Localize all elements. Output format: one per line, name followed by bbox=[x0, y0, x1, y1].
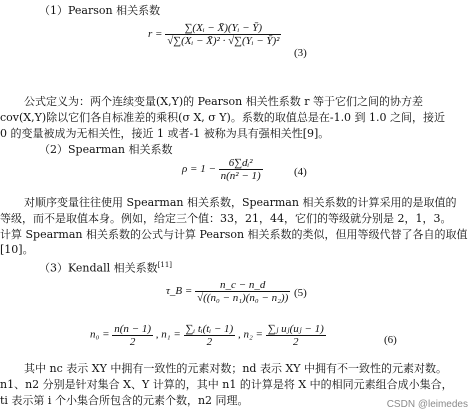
equation-5-label: (5) bbox=[294, 287, 307, 299]
eq3-numerator: ∑(Xᵢ − X̄)(Yᵢ − Ȳ) bbox=[165, 22, 281, 35]
eq4-numerator: 6∑dᵢ² bbox=[219, 157, 263, 170]
equation-6 bbox=[90, 322, 326, 348]
eq3-denominator: √∑(Xᵢ − X̄)² · √∑(Yᵢ − Ȳ)² bbox=[167, 35, 280, 47]
kendall-reference: [11] bbox=[157, 261, 173, 269]
section-heading-kendall-text: （3）Kendall 相关系数 bbox=[39, 261, 158, 275]
eq5-lhs: τ_B = bbox=[166, 285, 193, 298]
section-heading-pearson: （1）Pearson 相关系数 bbox=[39, 4, 161, 17]
eq4-lhs: ρ = 1 − bbox=[182, 163, 216, 176]
section-heading-kendall bbox=[39, 259, 172, 275]
eq6-c-denominator: 2 bbox=[292, 336, 299, 348]
equation-4 bbox=[182, 157, 263, 182]
equation-5 bbox=[166, 279, 290, 304]
paragraph-1-line-2: cov(X,Y)除以它们各自标准差的乘积(σ X, σ Y)。系数的取值总是在-1.0 到 1.0 之间，接近 bbox=[0, 111, 446, 124]
eq6-a-lhs: n₀ = bbox=[90, 328, 110, 341]
paragraph-3-line-2: n1、n2 分别是针对集合 X、Y 计算的，其中 n1 的计算是将 X 中的相同元素组合成小集合， bbox=[0, 378, 453, 391]
eq6-b-fraction bbox=[184, 323, 236, 348]
eq6-c-fraction bbox=[266, 322, 326, 348]
paragraph-3-line-3: ti 表示第 i 个小集合所包含的元素个数，n2 同理。 bbox=[0, 394, 249, 407]
paragraph-2-line-3: 计算 Spearman 相关系数的公式与计算 Pearson 相关系数的类似，但用等级代替了各自的取值 bbox=[0, 228, 468, 241]
eq3-fraction bbox=[165, 22, 281, 47]
eq6-a-numerator: n(n − 1) bbox=[114, 322, 151, 335]
paragraph-1-line-1: 公式定义为：两个连续变量(X,Y)的 Pearson 相关性系数 r 等于它们之间的协方差 bbox=[24, 95, 424, 108]
eq3-lhs: r = bbox=[148, 28, 163, 41]
paragraph-2-line-1: 对顺序变量往往使用 Spearman 相关系数，Spearman 相关系数的计算采用的是取值的 bbox=[24, 196, 457, 209]
paragraph-2-line-4: [10]。 bbox=[0, 243, 34, 256]
eq5-fraction bbox=[195, 279, 290, 304]
eq4-denominator: n(n² − 1) bbox=[220, 170, 261, 182]
eq6-a-denominator: 2 bbox=[129, 335, 136, 348]
eq5-numerator: n_c − n_d bbox=[195, 279, 290, 292]
eq6-b-denominator: 2 bbox=[206, 335, 213, 348]
eq6-c-numerator: ∑ⱼ uⱼ(uⱼ − 1) bbox=[267, 323, 324, 335]
eq6-a-fraction bbox=[112, 323, 153, 348]
paragraph-3-line-1: 其中 nc 表示 XY 中拥有一致性的元素对数；nd 表示 XY 中拥有不一致性的元素对数。 bbox=[24, 362, 448, 375]
eq5-denominator: √((n₀ − n₁)(n₀ − n₂)) bbox=[197, 292, 289, 304]
section-heading-spearman: （2）Spearman 相关系数 bbox=[39, 143, 173, 156]
equation-6-label: (6) bbox=[384, 334, 397, 346]
eq4-fraction bbox=[219, 157, 263, 182]
equation-3 bbox=[148, 22, 281, 47]
equation-4-label: (4) bbox=[294, 166, 307, 178]
eq6-b-lhs: , n₁ = bbox=[155, 328, 181, 341]
paragraph-2-line-2: 等级，而不是取值本身。例如，给定三个值：33，21，44，它们的等级就分别是 2，1，3。 bbox=[0, 212, 452, 225]
eq6-c-lhs: , n₂ = bbox=[237, 328, 263, 341]
equation-3-label: (3) bbox=[294, 47, 307, 59]
eq6-b-numerator: ∑ᵢ tᵢ(tᵢ − 1) bbox=[185, 322, 234, 335]
paragraph-1-line-3: 0 的变量被成为无相关性，接近 1 或者-1 被称为具有强相关性[9]。 bbox=[0, 127, 330, 140]
watermark: CSDN @leimedes bbox=[386, 399, 468, 410]
